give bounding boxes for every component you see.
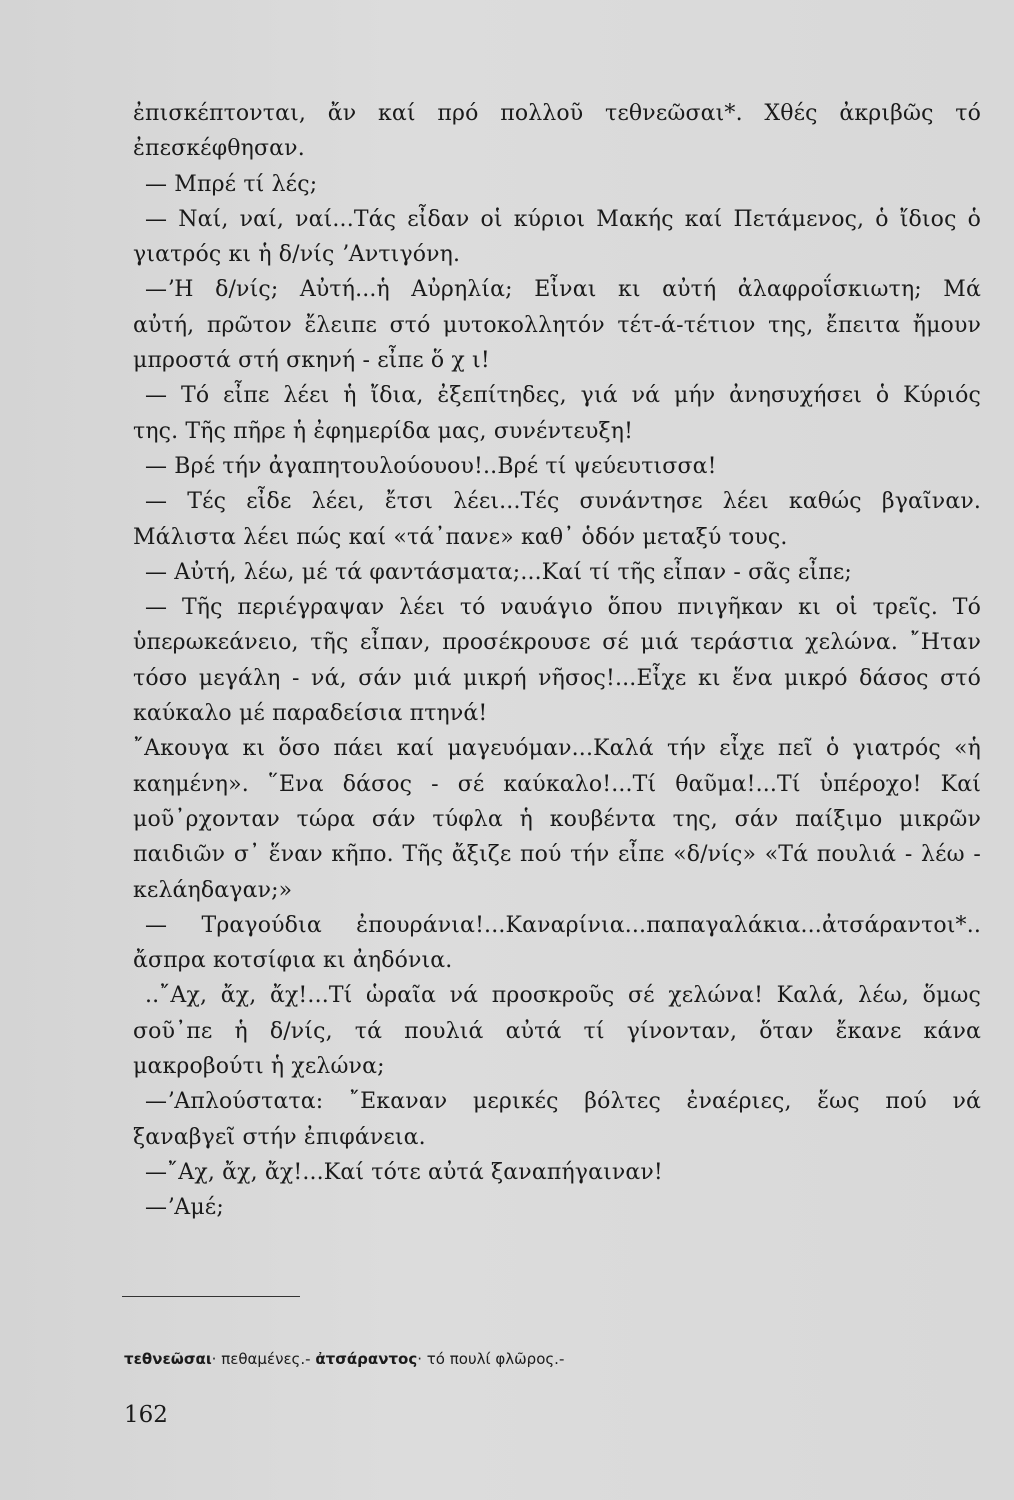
text-line: — Τῆς περιέγραψαν λέει τό ναυάγιο ὅπου πνιγῆκαν κι οἱ τρεῖς. Τό [145, 595, 981, 621]
footnote-term: τεθνεῶσαι [124, 1350, 212, 1368]
text-line: καημένη». ῞Ενα δάσος - σέ καύκαλο!...Τί θαῦμα!...Τί ὑπέροχο! Καί [133, 771, 981, 797]
text-line: ἐπεσκέφθησαν. [133, 136, 305, 162]
text-line: μπροστά στή σκηνή - εἶπε ὅ χ ι! [133, 348, 490, 374]
text-line: — Τές εἶδε λέει, ἔτσι λέει...Τές συνάντησε λέει καθώς βγαῖναν. [145, 489, 981, 515]
text-line: — Τραγούδια ἐπουράνια!...Καναρίνια...παπαγαλάκια...ἀτσάραντοι*.. [145, 912, 981, 938]
text-line: της. Τῆς πῆρε ἡ ἐφημερίδα μας, συνέντευξη! [133, 418, 634, 444]
text-line: ξαναβγεῖ στήν ἐπιφάνεια. [133, 1124, 426, 1150]
text-line: — Μπρέ τί λές; [145, 171, 318, 197]
text-line: αὐτή, πρῶτον ἔλειπε στό μυτοκολλητόν τέτ-ά-τέτιον της, ἔπειτα ἤμουν [133, 312, 981, 338]
text-line: παιδιῶν σ᾽ ἕναν κῆπο. Τῆς ἄξιζε πού τήν εἶπε «δ/νίς» «Τά πουλιά - λέω - [133, 842, 981, 868]
page-number: 162 [124, 1402, 168, 1428]
text-line: — Ναί, ναί, ναί...Τάς εἶδαν οἱ κύριοι Μακής καί Πετάμενος, ὁ ἴδιος ὁ [145, 206, 981, 232]
footnote [124, 1350, 564, 1368]
text-line: ὑπερωκεάνειο, τῆς εἶπαν, προσέκρουσε σέ μιά τεράστια χελώνα. ῎Ηταν [133, 630, 981, 656]
text-line: ἄσπρα κοτσίφια κι ἀηδόνια. [133, 948, 453, 974]
text-line: σοῦ᾽πε ἡ δ/νίς, τά πουλιά αὐτά τί γίνονταν, ὅταν ἔκανε κάνα [133, 1018, 981, 1044]
text-line: ..῎Αχ, ἄχ, ἄχ!...Τί ὡραῖα νά προσκροῦς σέ χελώνα! Καλά, λέω, ὅμως [145, 983, 981, 1009]
text-line: —῎Αχ, ἄχ, ἄχ!...Καί τότε αὐτά ξαναπήγαιναν! [145, 1159, 663, 1185]
text-line: γιατρός κι ἡ δ/νίς ʼΑντιγόνη. [133, 242, 461, 268]
text-line: —ʼΑπλούστατα: ῎Εκαναν μερικές βόλτες ἐναέριες, ἕως πού νά [145, 1089, 981, 1115]
body-text [133, 96, 981, 1226]
text-line: —ʼΑμέ; [145, 1195, 224, 1221]
text-line: τόσο μεγάλη - νά, σάν μιά μικρή νῆσος!...Εἶχε κι ἕνα μικρό δάσος στό [133, 665, 981, 691]
text-line: κελάηδαγαν;» [133, 877, 293, 903]
footnote-divider [122, 1296, 300, 1297]
text-line: μοῦ᾽ρχονταν τώρα σάν τύφλα ἡ κουβέντα της, σάν παίξιμο μικρῶν [133, 806, 981, 832]
text-line: μακροβούτι ἡ χελώνα; [133, 1054, 385, 1080]
footnote-term: ἀτσάραντος [315, 1350, 418, 1368]
text-line: — Αὐτή, λέω, μέ τά φαντάσματα;...Καί τί τῆς εἶπαν - σᾶς εἶπε; [145, 559, 852, 585]
text-line: — Τό εἶπε λέει ἡ ἴδια, ἐξεπίτηδες, γιά νά μήν ἀνησυχήσει ὁ Κύριός [145, 383, 981, 409]
text-line: —ʼΗ δ/νίς; Αὐτή...ἡ Αὐρηλία; Εἶναι κι αὐτή ἀλαφροΐσκιωτη; Μά [145, 277, 981, 303]
footnote-definition: · τό πουλί φλῶρος.- [417, 1350, 565, 1368]
text-line: καύκαλο μέ παραδείσια πτηνά! [133, 701, 488, 727]
text-line: — Βρέ τήν ἀγαπητουλούουου!..Βρέ τί ψεύευτισσα! [145, 453, 717, 479]
text-line: ἐπισκέπτονται, ἄν καί πρό πολλοῦ τεθνεῶσαι*. Χθές ἀκριβῶς τό [133, 101, 981, 126]
text-line: ῎Ακουγα κι ὅσο πάει καί μαγευόμαν...Καλά τήν εἶχε πεῖ ὁ γιατρός «ἡ [133, 736, 981, 762]
footnote-definition: · πεθαμένες.- [211, 1350, 316, 1368]
text-line: Μάλιστα λέει πώς καί «τά᾽πανε» καθ᾽ ὁδόν μεταξύ τους. [133, 524, 788, 550]
